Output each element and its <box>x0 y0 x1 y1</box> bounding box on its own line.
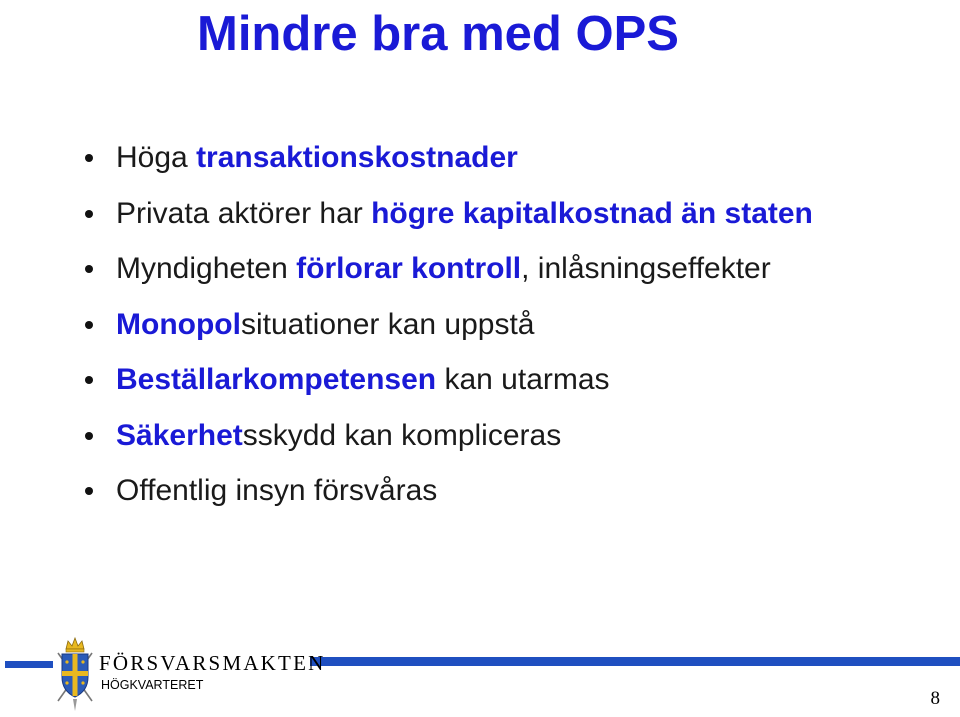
bullet-emphasis-text: Monopol <box>116 307 241 341</box>
bullet-emphasis-text: förlorar kontroll <box>296 252 522 285</box>
bullet-text: sskydd kan kompliceras <box>242 418 562 452</box>
bullet-item <box>81 241 813 297</box>
bullet-text: , inlåsningseffekter <box>521 252 771 285</box>
bullet-dot-icon <box>85 265 93 273</box>
bullet-item <box>81 186 813 242</box>
slide-title: Mindre bra med OPS <box>197 7 679 61</box>
footer-bar-right <box>310 657 960 666</box>
bullet-dot-icon <box>85 154 93 162</box>
bullet-emphasis-text: högre kapitalkostnad än staten <box>371 196 813 230</box>
organization-unit: HÖGKVARTERET <box>101 678 204 692</box>
bullet-dot-icon <box>85 487 93 495</box>
page-number: 8 <box>930 688 940 709</box>
bullet-dot-icon <box>85 321 93 329</box>
bullet-text: situationer kan uppstå <box>240 307 535 341</box>
bullet-dot-icon <box>85 376 93 384</box>
bullet-item <box>81 130 813 186</box>
bullet-emphasis-text: Beställarkompetensen <box>116 363 437 396</box>
footer-bar-left <box>5 661 53 668</box>
forsvarsmakten-crest-icon <box>56 633 94 713</box>
bullet-emphasis-text: transaktionskostnader <box>196 141 518 174</box>
bullet-text: Höga <box>116 141 197 174</box>
bullet-text: Privata aktörer har <box>116 196 372 230</box>
bullet-text: kan utarmas <box>436 363 610 396</box>
bullet-item <box>81 352 813 408</box>
bullet-item <box>81 463 813 519</box>
bullet-emphasis-text: Säkerhet <box>116 418 243 452</box>
bullet-list <box>81 130 813 519</box>
bullet-dot-icon <box>85 210 93 218</box>
organization-name: FÖRSVARSMAKTEN <box>99 651 326 675</box>
bullet-item <box>81 408 813 464</box>
bullet-text: Myndigheten <box>116 252 297 285</box>
bullet-dot-icon <box>85 432 93 440</box>
bullet-item <box>81 297 813 353</box>
bullet-text: Offentlig insyn försvåras <box>116 474 438 507</box>
